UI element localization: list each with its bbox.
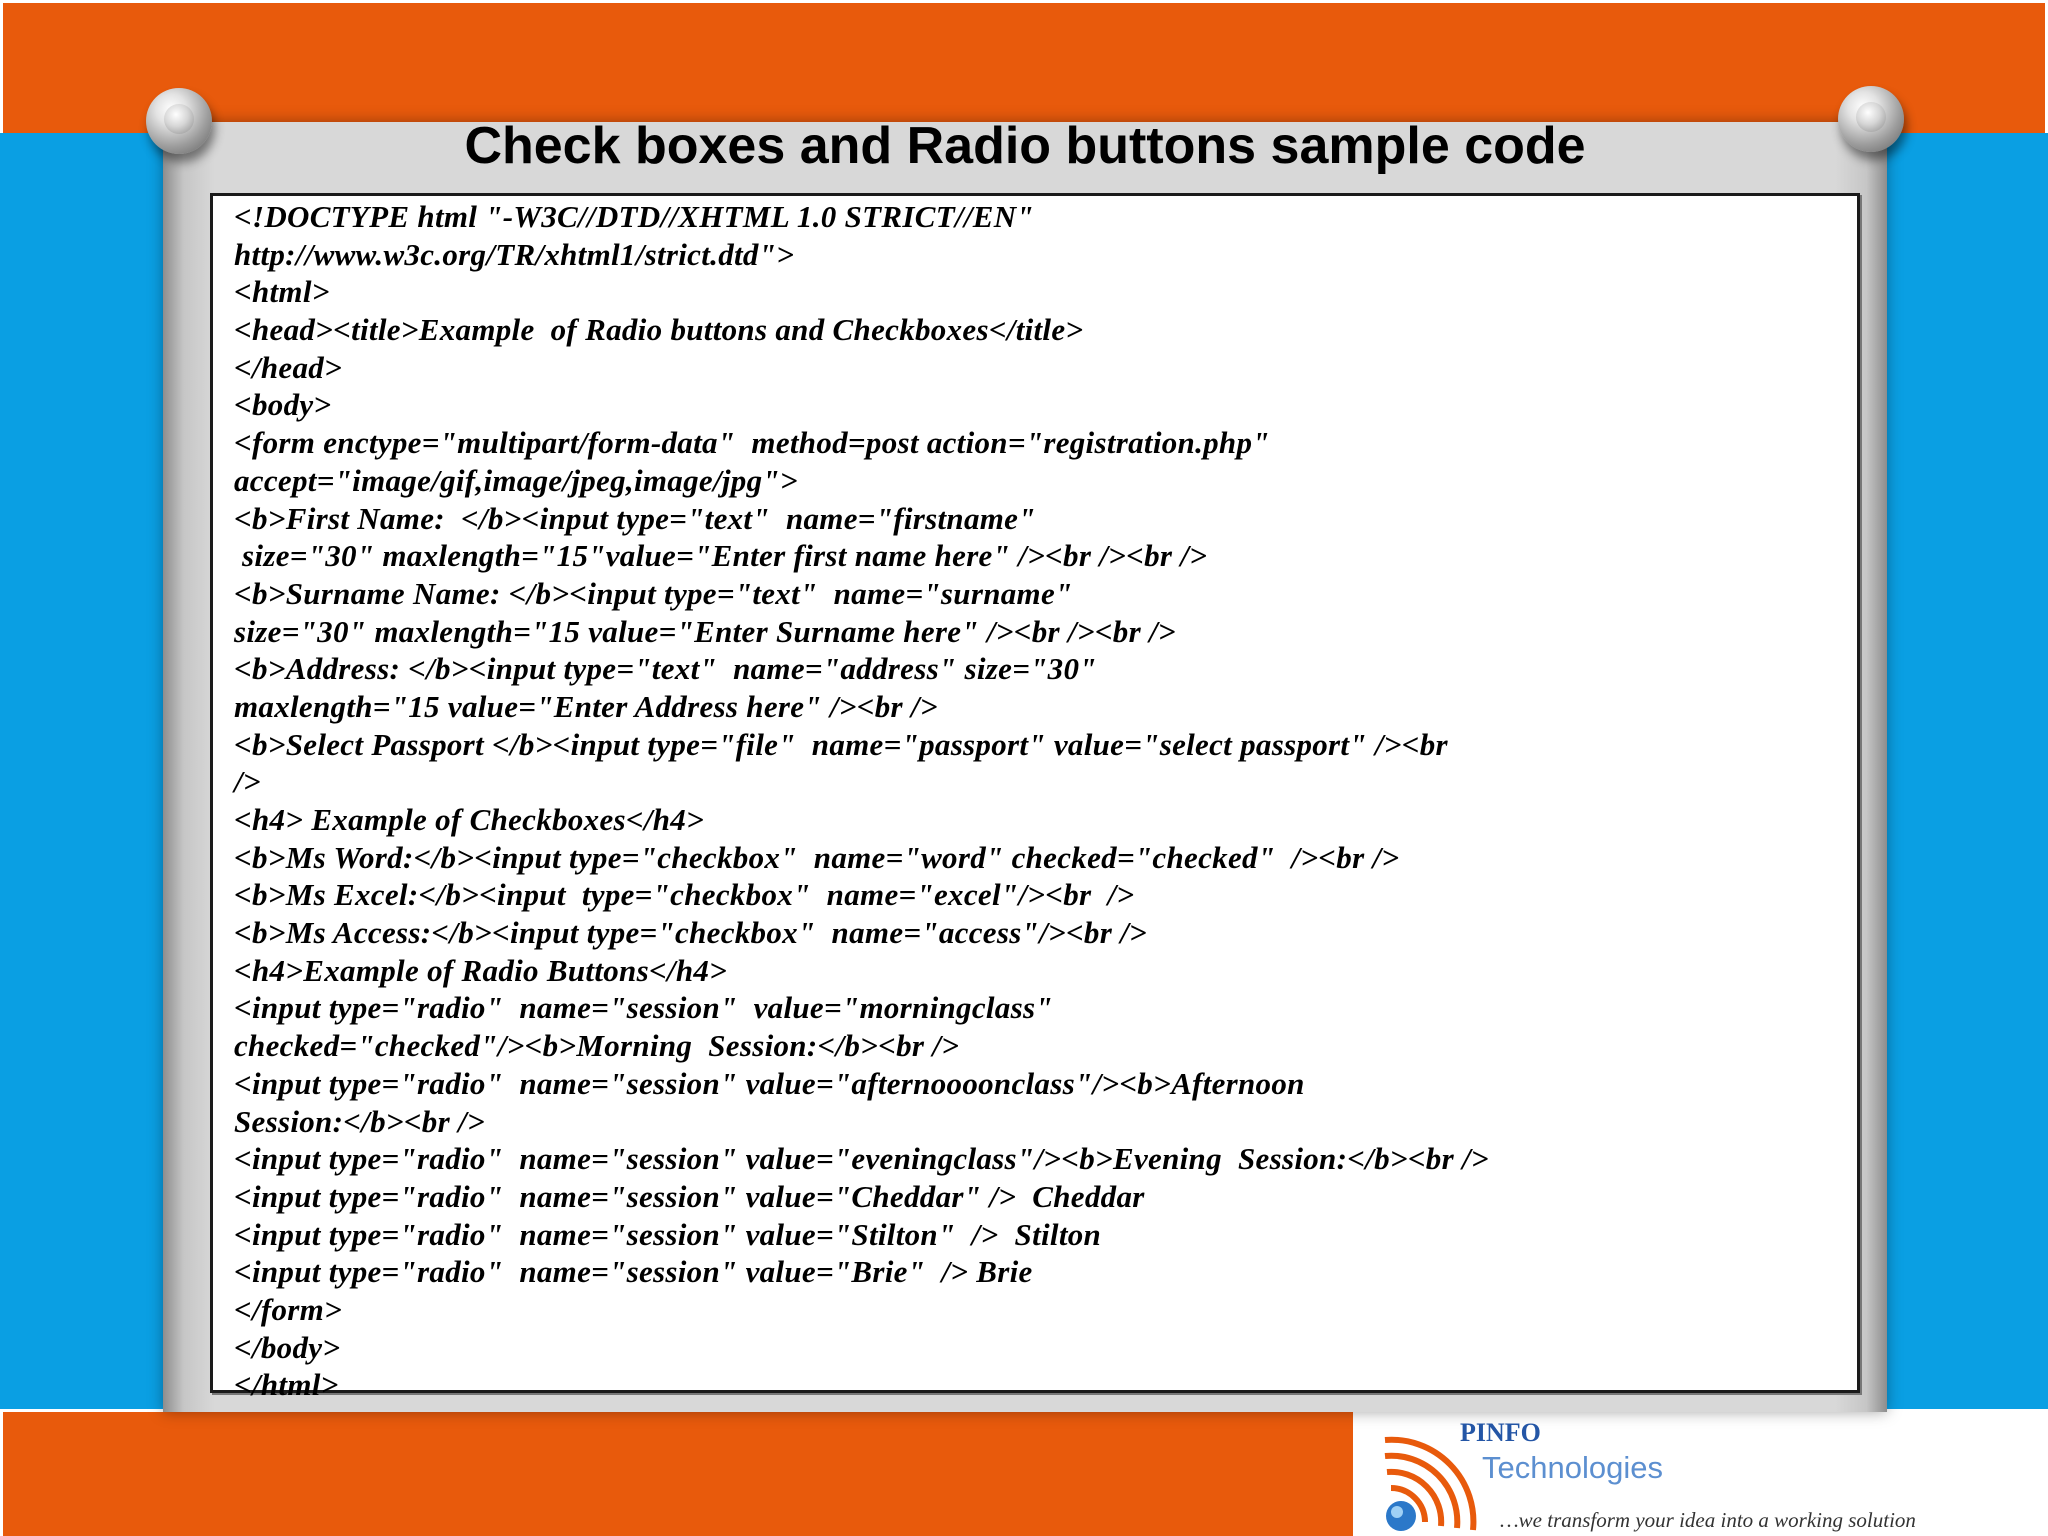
code-line: <b>Address: </b><input type="text" name="address" size="30" (234, 651, 1097, 687)
code-line: <input type="radio" name="session" value="Brie" /> Brie (234, 1254, 1033, 1290)
code-listing (234, 198, 1489, 1404)
code-line: <input type="radio" name="session" value="Stilton" /> Stilton (234, 1216, 1102, 1252)
code-line: <h4> Example of Checkboxes</h4> (234, 802, 705, 837)
code-line: <body> (234, 387, 332, 423)
code-line: </html> (234, 1367, 339, 1403)
code-line: http://www.w3c.org/TR/xhtml1/strict.dtd"> (234, 236, 795, 272)
logo-tagline: …we transform your idea into a working solution (1500, 1508, 1916, 1532)
code-line: <b>Ms Word:</b><input type="checkbox" name="word" checked="checked" /><br /> (234, 839, 1400, 875)
code-line: maxlength="15 value="Enter Address here" /><br /> (234, 688, 938, 724)
code-line: <b>First Name: </b><input type="text" name="firstname" (234, 500, 1036, 536)
code-line: <input type="radio" name="session" value="afternoooonclass"/><b>Afternoon (234, 1065, 1305, 1101)
code-line: <!DOCTYPE html "-W3C//DTD//XHTML 1.0 STRICT//EN" (234, 199, 1034, 234)
code-line: Session:</b><br /> (234, 1103, 485, 1139)
code-line: accept="image/gif,image/jpeg,image/jpg"> (234, 462, 798, 498)
code-sample-box (210, 193, 1860, 1403)
bottom-orange-band (3, 1412, 1353, 1536)
top-orange-band (3, 3, 2045, 133)
code-line: checked="checked"/><b>Morning Session:</b><br /> (234, 1028, 960, 1064)
code-line: <h4>Example of Radio Buttons</h4> (234, 952, 728, 988)
code-line: <b>Ms Access:</b><input type="checkbox" name="access"/><br /> (234, 915, 1147, 951)
code-line: </head> (234, 349, 343, 385)
code-line: /> (234, 764, 261, 800)
code-line: size="30" maxlength="15"value="Enter first name here" /><br /><br /> (234, 538, 1208, 574)
code-line: <head><title>Example of Radio buttons and Checkboxes</title> (234, 312, 1084, 348)
slide-title: Check boxes and Radio buttons sample code (464, 117, 1586, 175)
code-line: </body> (234, 1329, 341, 1365)
code-line: <b>Ms Excel:</b><input type="checkbox" name="excel"/><br /> (234, 877, 1135, 913)
code-line: <b>Select Passport </b><input type="file" name="passport" value="select passport" /><br (234, 726, 1448, 762)
code-line: size="30" maxlength="15 value="Enter Surname here" /><br /><br /> (234, 613, 1176, 649)
code-line: <b>Surname Name: </b><input type="text" name="surname" (234, 575, 1073, 611)
logo-subtitle-text: Technologies (1482, 1450, 1663, 1485)
code-line: <input type="radio" name="session" value="Cheddar" /> Cheddar (234, 1178, 1145, 1214)
code-line: <input type="radio" name="session" value="morningclass" (234, 990, 1053, 1026)
code-line: <html> (234, 274, 330, 310)
logo-brand-text: PINFO (1460, 1418, 1541, 1447)
code-line: <input type="radio" name="session" value="eveningclass"/><b>Evening Session:</b><br /> (234, 1141, 1489, 1177)
code-line: </form> (234, 1291, 343, 1327)
code-line: <form enctype="multipart/form-data" method=post action="registration.php" (234, 425, 1270, 461)
